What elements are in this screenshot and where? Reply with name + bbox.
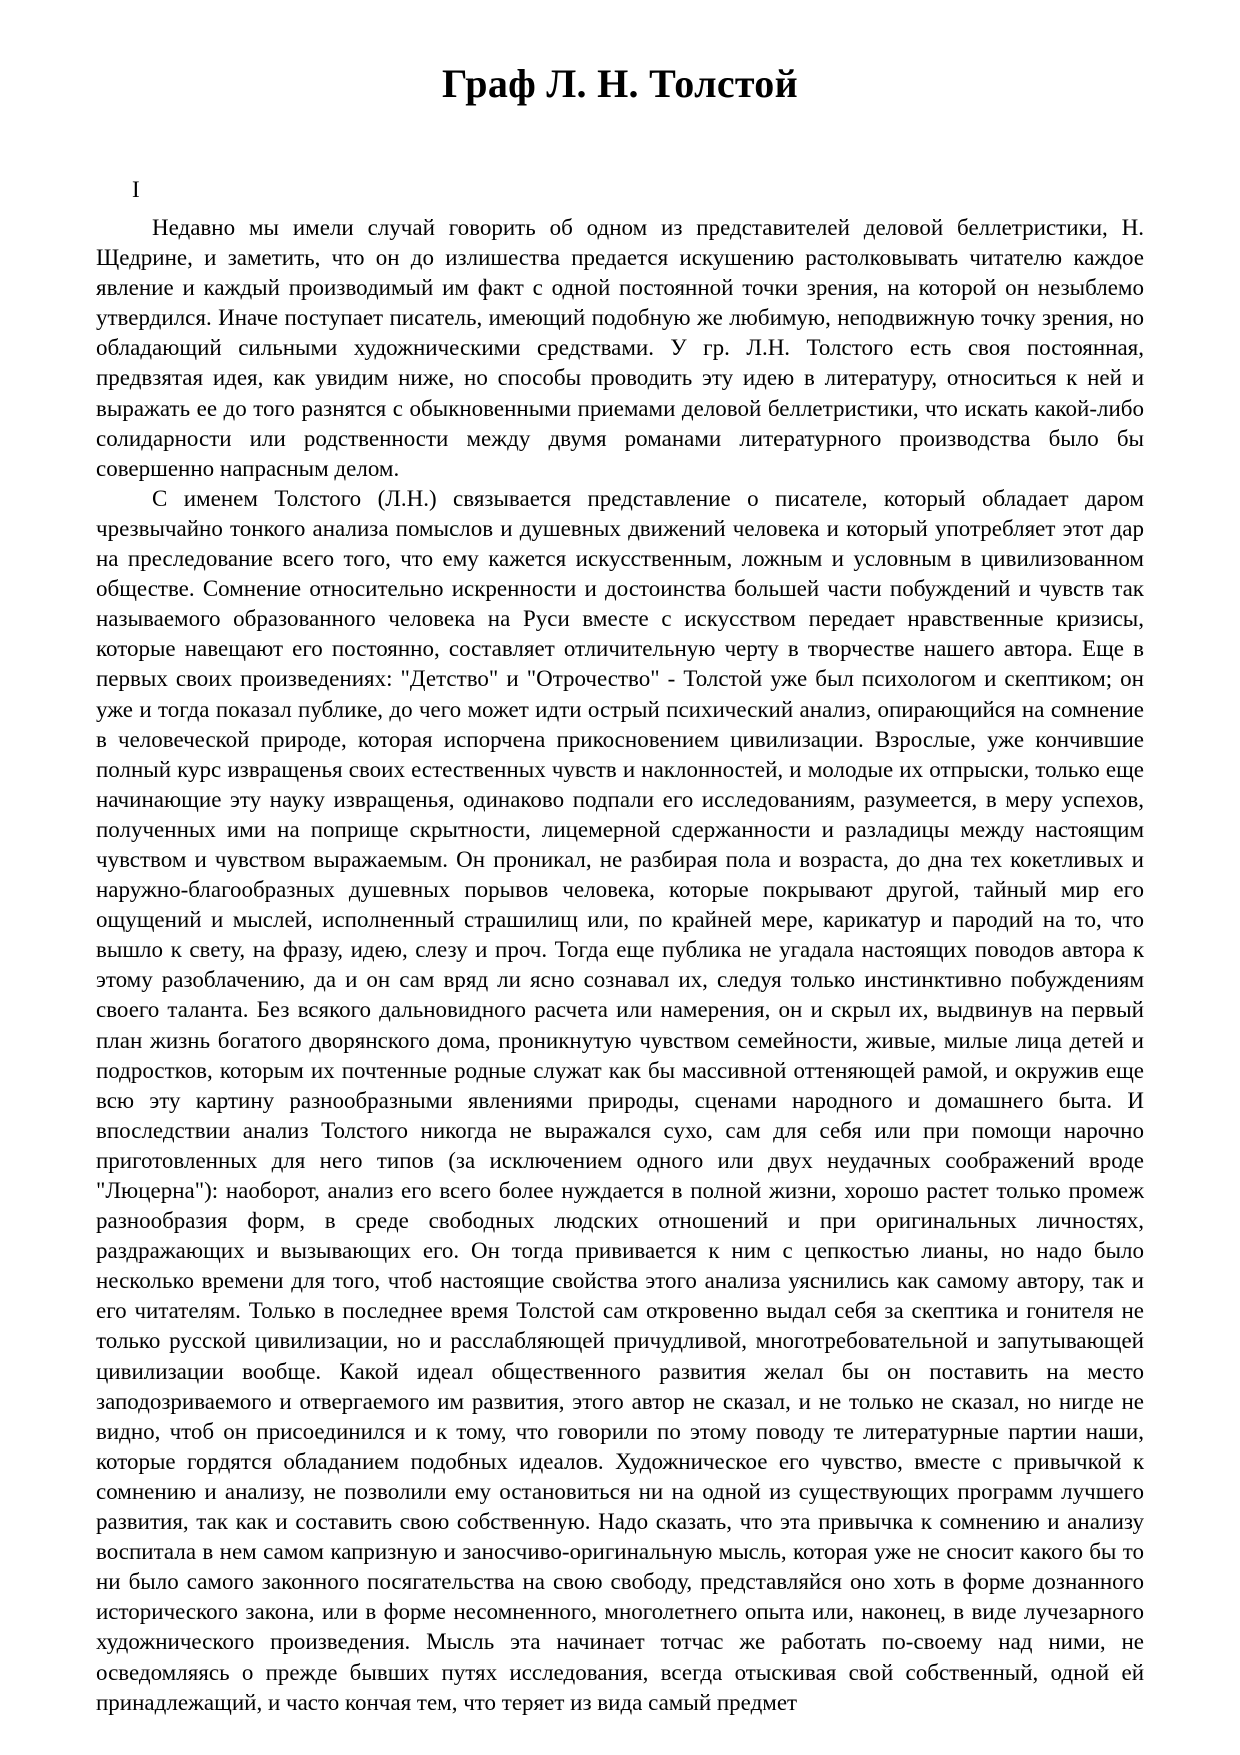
body-text <box>96 213 1144 1718</box>
paragraph-2: С именем Толстого (Л.Н.) связывается представление о писателе, который обладает даром чрезвычайно тонкого анализа помыслов и душевных движений человека и который употребляет этот дар на преследование всего того, что ему кажется искусственным, ложным и условным в цивилизованном обществе. Сомнение относительно искренности и достоинства большей части побуждений и чувств так называемого образованного человека на Руси вместе с искусством передает нравственные кризисы, которые навещают его постоянно, составляет отличительную черту в творчестве нашего автора. Еще в первых своих произведениях: "Детство" и "Отрочество" - Толстой уже был психологом и скептиком; он уже и тогда показал публике, до чего может идти острый психический анализ, опирающийся на сомнение в человеческой природе, которая испорчена прикосновением цивилизации. Взрослые, уже кончившие полный курс извращенья своих естественных чувств и наклонностей, и молодые их отпрыски, только еще начинающие эту науку извращенья, одинаково подпали его исследованиям, разумеется, в меру успехов, полученных ими на поприще скрытности, лицемерной сдержанности и разладицы между настоящим чувством и чувством выражаемым. Он проникал, не разбирая пола и возраста, до дна тех кокетливых и наружно-благообразных душевных порывов человека, которые покрывают другой, тайный мир его ощущений и мыслей, исполненный страшилищ или, по крайней мере, карикатур и пародий на то, что вышло к свету, на фразу, идею, слезу и проч. Тогда еще публика не угадала настоящих поводов автора к этому разоблачению, да и он сам вряд ли ясно сознавал их, следуя только инстинктивно побуждениям своего таланта. Без всякого дальновидного расчета или намерения, он и скрыл их, выдвинув на первый план жизнь богатого дворянского дома, проникнутую чувством семейности, живые, милые лица детей и подростков, которым их почтенные родные служат как бы массивной оттеняющей рамой, и окружив еще всю эту картину разнообразными явлениями природы, сценами народного и домашнего быта. И впоследствии анализ Толстого никогда не выражался сухо, сам для себя или при помощи нарочно приготовленных для него типов (за исключением одного или двух неудачных соображений вроде "Люцерна"): наоборот, анализ его всего более нуждается в полной жизни, хорошо растет только промеж разнообразия форм, в среде свободных людских отношений и при оригинальных личностях, раздражающих и вызывающих его. Он тогда прививается к ним с цепкостью лианы, но надо было несколько времени для того, чтоб настоящие свойства этого анализа уяснились как самому автору, так и его читателям. Только в последнее время Толстой сам откровенно выдал себя за скептика и гонителя не только русской цивилизации, но и расслабляющей причудливой, многотребовательной и запутывающей цивилизации вообще. Какой идеал общественного развития желал бы он поставить на место заподозриваемого и отвергаемого им развития, этого автор не сказал, и не только не сказал, но нигде не видно, чтоб он присоединился и к тому, что говорили по этому поводу те литературные партии наши, которые гордятся обладанием подобных идеалов. Художническое его чувство, вместе с привычкой к сомнению и анализу, не позволили ему остановиться ни на одной из существующих программ лучшего развития, так как и составить свою собственную. Надо сказать, что эта привычка к сомнению и анализу воспитала в нем самом капризную и заносчиво-оригинальную мысль, которая уже не сносит какого бы то ни было самого законного посягательства на свою свободу, представляйся оно хоть в форме дознанного исторического закона, или в форме несомненного, многолетнего опыта или, наконец, в виде лучезарного художнического произведения. Мысль эта начинает тотчас же работать по-своему над ними, не осведомляясь о прежде бывших путях исследования, всегда отыскивая свой собственный, одной ей принадлежащий, и часто кончая тем, что теряет из вида самый предмет <box>96 485 1144 1715</box>
section-number: I <box>132 177 140 202</box>
document-title: Граф Л. Н. Толстой <box>442 61 798 106</box>
paragraph-1: Недавно мы имели случай говорить об одном из представителей деловой беллетристики, Н. Щедрине, и заметить, что он до излишества предается искушению растолковывать читателю каждое явление и каждый производимый им факт с одной постоянной точки зрения, на которой он незыблемо утвердился. Иначе поступает писатель, имеющий подобную же любимую, неподвижную точку зрения, но обладающий сильными художническими средствами. У гр. Л.Н. Толстого есть своя постоянная, предвзятая идея, как увидим ниже, но способы проводить эту идею в литературу, относиться к ней и выражать ее до того разнятся с обыкновенными приемами деловой беллетристики, что искать какой-либо солидарности или родственности между двумя романами литературного производства было бы совершенно напрасным делом. <box>96 215 1144 481</box>
